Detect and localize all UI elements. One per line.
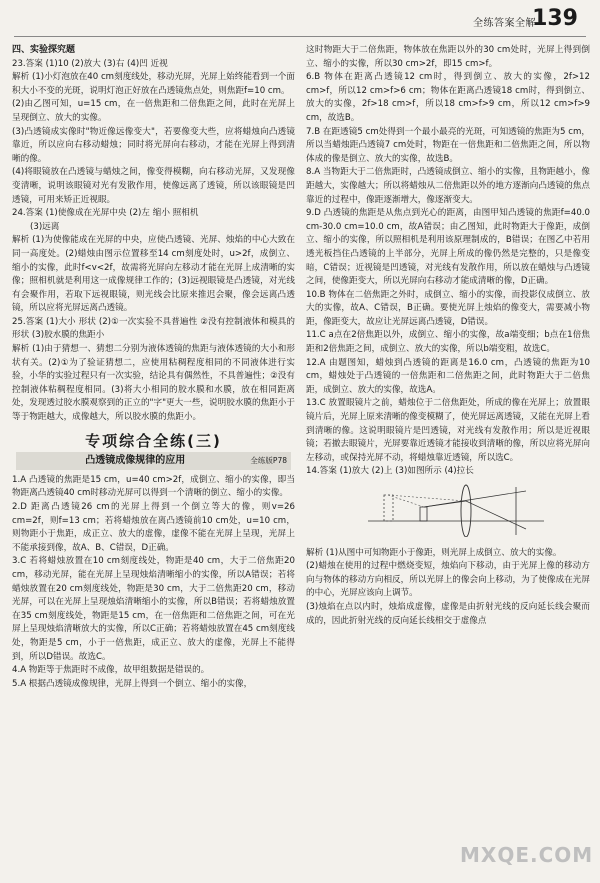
q23-explanation-3: (3)凸透镜成实像时"物近像远像变大"，若要像变大些，应将蜡烛向凸透镜靠近，所以应向右移动蜡烛；同时将光屏向右移动，才能在光屏上得到清晰的像。: [12, 126, 295, 164]
q14-answer: 14.答案 (1)放大 (2)上 (3)如图所示 (4)拉长: [306, 466, 474, 477]
banner-subtitle: 凸透镜成像规律的应用: [85, 455, 186, 467]
q3: 3.C 若将蜡烛放置在10 cm刻度线处，物距是40 cm，大于二倍焦距20 cm，移动光屏，能在光屏上呈现烛焰清晰缩小的实像，所以A错误；若将蜡烛放置在20 cm刻度线处，物距是30 cm，大于二倍焦距20 cm，移动光屏，可以在光屏上呈现烛焰清晰缩小的实像，所以B错误；若将蜡烛放置在35 cm刻度线处，物距是15 cm，在一倍焦距和二倍焦距之间，可在光屏上呈现烛焰清晰放大的实像，所以C正确；若将蜡烛放置在45 cm刻度线处，物距是5 cm，小于一倍焦距，成正立、放大的虚像，光屏上不能得到，所以D错误。故选C。: [12, 556, 295, 662]
q2: 2.D 距离凸透镜26 cm的光屏上得到一个倒立等大的像，则v=26 cm=2f，则f=13 cm；若将蜡烛放在离凸透镜前10 cm处，u=10 cm，则物距小于焦距，成正立、放大的虚像，虚像不能在光屏上呈现，光屏上不能承接到像，故A、B、C错误，D正确。: [12, 502, 295, 553]
q1: 1.A 凸透镜的焦距是15 cm，u=40 cm>2f，成倒立、缩小的实像，即当物距离凸透镜40 cm时移动光屏可以得到一个清晰的倒立、缩小的实像。: [12, 474, 295, 499]
left-column: [12, 44, 295, 691]
q5-start: 5.A 根据凸透镜成像规律，光屏上得到一个倒立、缩小的实像，: [12, 678, 253, 689]
q14-explanation-2: (2)蜡烛在使用的过程中燃烧变短，烛焰向下移动，由于光屏上像的移动方向与物体的移动方向相反，所以光屏上的像会向上移动，为了使像成在光屏的中心，光屏应该向上调节。: [306, 561, 590, 599]
special-practice-banner: [12, 431, 295, 470]
section-title: 四、实验探究题: [12, 45, 76, 55]
q25-answer: 25.答案 (1)大小 形状 (2)①一次实验不具普遍性 ②没有控制液体和模具的形状 (3)胶水膜的焦距小: [12, 316, 295, 341]
q7: 7.B 在距透镜5 cm处得到一个最小最亮的光斑，可知透镜的焦距为5 cm，所以当蜡烛距凸透镜7 cm处时，物距在一倍焦距和二倍焦距之间，所以物体成的像是倒立、放大的实像，故选B。: [306, 126, 590, 164]
q8: 8.A 当物距大于二倍焦距时，凸透镜成倒立、缩小的实像，且物距越小，像距越大，实像越大；所以将蜡烛从二倍焦距以外的地方逐渐向凸透镜的焦点靠近的过程中，像距逐渐增大，像逐渐变大。: [306, 167, 590, 205]
q23-explanation-2: (2)由乙图可知，u=15 cm，在一倍焦距和二倍焦距之间，此时在光屏上呈现倒立、放大的实像。: [12, 99, 295, 123]
back-extension-1: [388, 495, 466, 501]
q4: 4.A 物距等于焦距时不成像，故甲组数据是错误的。: [12, 665, 210, 676]
candle-object: [420, 507, 427, 521]
convex-lens-icon: [461, 485, 471, 537]
page-header: [0, 0, 600, 40]
watermark-logo: MXQE.COM: [460, 843, 594, 867]
header-brand: 全练答案全解: [473, 18, 536, 29]
q24-answer-2: (3)远离: [30, 221, 60, 232]
header-rule: [14, 36, 586, 37]
q23-explanation: 解析 (1)小灯泡放在40 cm刻度线处，移动光屏，光屏上始终能看到一个面积大小不变的光斑，说明灯泡正好放在凸透镜焦点处，则焦距f=10 cm。: [12, 72, 295, 96]
q13: 13.C 放置眼镜片之前，蜡烛位于二倍焦距处，所成的像在光屏上；放置眼镜片后，光屏上原来清晰的像变模糊了，使光屏远离透镜，又能在光屏上看到清晰的像。这说明眼镜片是凹透镜，对光线有发散作用；所以是近视眼镜；若撤去眼镜片，光屏要靠近透镜才能接收到清晰的像，所以应将光屏向左移动，或保持光屏不动，将蜡烛靠近透镜，所以选C。: [306, 398, 590, 463]
q23-answer: 23.答案 (1)10 (2)放大 (3)右 (4)凹 近视: [12, 58, 168, 69]
q24-answer: 24.答案 (1)使像成在光屏中央 (2)左 缩小 照相机: [12, 208, 199, 219]
page-number: 139: [532, 6, 578, 31]
q24-explanation: 解析 (1)为使像能成在光屏的中央，应使凸透镜、光屏、烛焰的中心大致在同一高度处。(2)蜡烛由图示位置移至14 cm刻度处时，u>2f，成倒立、缩小的实像，此时f<v<2f，故需将光屏向左移动才能在光屏上成清晰的实像；照相机就是利用这一成像规律工作的；(3)远视眼镜是凸透镜，对光线有会聚作用，若取下远视眼镜，则光线会比原来推迟会聚，像会远离凸透镜，所以应将光屏远离凸透镜。: [12, 235, 295, 314]
q5-continued: 这时物距大于二倍焦距，物体放在焦距以外的30 cm处时，光屏上得到倒立、缩小的实像，所以30 cm>2f，即15 cm>f。: [306, 45, 590, 69]
q9: 9.D 凸透镜的焦距是从焦点到光心的距离，由图甲知凸透镜的焦距f=40.0 cm-30.0 cm=10.0 cm，故A错误；由乙图知，此时物距大于像距，成倒立、缩小的实像，所以照相机是利用该原理制成的，B错误；在图乙中若用透光板挡住凸透镜的上半部分，光屏上所成的像仍然是完整的，只是像变暗，C错误；近视镜是凹透镜，对光线有发散作用，所以放在蜡烛与凸透镜之间，使像距变大，所以光屏向右移动才能成清晰的像，D正确。: [306, 208, 590, 287]
lens-ray-diagram: [366, 481, 590, 543]
refracted-ray-1: [466, 501, 526, 529]
q12: 12.A 由题图知，蜡烛到凸透镜的距离是16.0 cm，凸透镜的焦距为10 cm，蜡烛处于凸透镜的一倍焦距和二倍焦距之间，此时物距大于二倍焦距，成倒立、放大的实像，故选A。: [306, 357, 590, 395]
q23-explanation-4: (4)将眼镜放在凸透镜与蜡烛之间，像变得模糊，向右移动光屏，又发现像变清晰，说明该眼镜对光有发散作用，使像远离了透镜，所以该眼镜是凹透镜，可用来矫正近视眼。: [12, 167, 295, 205]
q14-explanation: 解析 (1)从图中可知物距小于像距，则光屏上成倒立、放大的实像。: [306, 547, 562, 558]
lens-diagram-svg: [366, 481, 546, 537]
q6: 6.B 物体在距离凸透镜12 cm时，得到倒立、放大的实像，2f>12 cm>f，所以12 cm>f>6 cm；物体在距离凸透镜18 cm时，得到倒立、放大的实像，2f>18 cm>f，所以18 cm>f>9 cm，所以12 cm>f>9 cm，故选B。: [306, 72, 590, 123]
q14-explanation-3: (3)烛焰在点以内时，烛焰成虚像，虚像是由折射光线的反向延长线会聚而成的，因此折射光线的反向延长线相交于虚像点: [306, 601, 590, 626]
banner-title: 专项综合全练(三): [85, 431, 222, 450]
banner-reference: 全练版P78: [250, 456, 287, 466]
center-ray: [424, 491, 526, 507]
q10: 10.B 物体在二倍焦距之外时，成倒立、缩小的实像，而投影仪成倒立、放大的实像，故A、C错误，B正确。要使光屏上烛焰的像变大，需要减小物距，像距变大，故应让光屏远离凸透镜，D错误。: [306, 289, 590, 327]
q25-explanation: 解析 (1)由于猜想一、猜想二分别为液体透镜的焦距与液体透镜的大小和形状有关。(2)①为了验证猜想二，应使用粘稠程度相同的不同液体进行实验，小华的实验过程只有一次实验，结论具有偶然性，不具普遍性；②没有控制液体粘稠程度相同。(3)将大小相同的胶水膜和水膜，放在相同距离处，发现透过胶水膜观察到的正立的"字"更大一些，说明胶水膜的焦距小于等于物距越大，成像越大，所以胶水膜的焦距小。: [12, 344, 295, 423]
banner-subtitle-bar: [16, 452, 291, 470]
right-column: [306, 44, 590, 628]
virtual-image-box: [384, 495, 393, 521]
q11: 11.C a点在2倍焦距以外，成倒立、缩小的实像，故a端变细；b点在1倍焦距和2倍焦距之间，成倒立、放大的实像，所以b端变粗，故选C。: [306, 330, 590, 355]
back-extension-2: [388, 495, 424, 507]
